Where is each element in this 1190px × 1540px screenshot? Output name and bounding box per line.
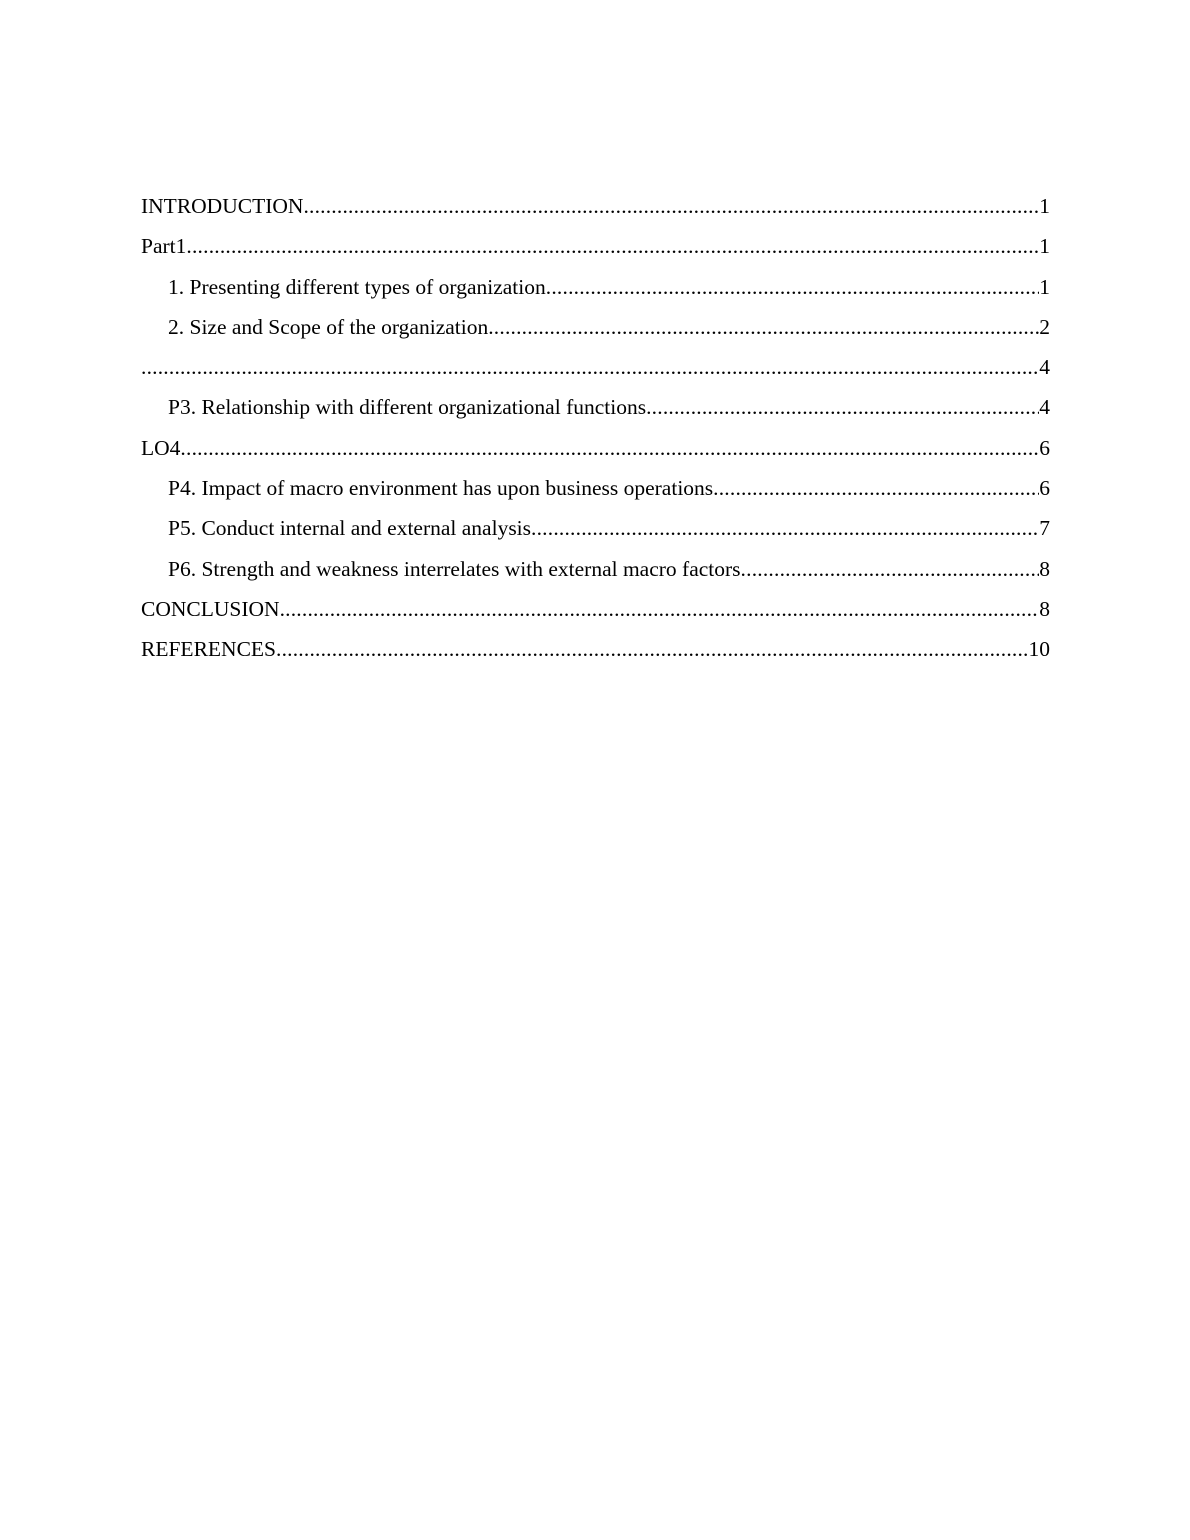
toc-dot-leader: [141, 351, 1039, 383]
toc-entry-title: 2. Size and Scope of the organization: [168, 314, 489, 339]
table-of-contents: [141, 190, 1050, 674]
toc-dot-leader: [488, 311, 1039, 343]
toc-page-number: 6: [1039, 476, 1050, 501]
toc-entry-references[interactable]: [141, 633, 1050, 673]
toc-page-number: 4: [1039, 355, 1050, 380]
toc-entry-title: P3. Relationship with different organizational functions: [168, 395, 647, 420]
toc-page-number: 4: [1039, 395, 1050, 420]
toc-page-number: 2: [1039, 314, 1050, 339]
toc-entry-title: INTRODUCTION: [141, 194, 304, 218]
toc-entry-untitled[interactable]: [141, 351, 1050, 391]
toc-page-number: 8: [1039, 596, 1050, 621]
toc-dot-leader: [713, 472, 1039, 504]
toc-entry-lo4[interactable]: [141, 432, 1050, 472]
toc-entry-types-of-organization[interactable]: [141, 271, 1050, 311]
toc-entry-p5-analysis[interactable]: [141, 512, 1050, 552]
toc-page-number: 7: [1039, 516, 1050, 541]
toc-dot-leader: [303, 190, 1039, 222]
toc-page-number: 1: [1039, 274, 1050, 299]
toc-page-number: 10: [1028, 637, 1050, 662]
toc-entry-p6-strength-weakness[interactable]: [141, 553, 1050, 593]
toc-entry-title: 1. Presenting different types of organization: [168, 274, 546, 299]
toc-dot-leader: [276, 633, 1029, 665]
toc-entry-introduction[interactable]: [141, 190, 1050, 230]
toc-entry-title: CONCLUSION: [141, 596, 280, 621]
toc-dot-leader: [180, 432, 1039, 464]
toc-entry-title: REFERENCES: [141, 637, 276, 662]
toc-entry-conclusion[interactable]: [141, 593, 1050, 633]
toc-dot-leader: [546, 271, 1039, 303]
toc-page-number: 6: [1039, 435, 1050, 460]
toc-page-number: 1: [1039, 234, 1050, 259]
toc-page-number: 1: [1039, 194, 1050, 218]
toc-page-number: 8: [1039, 556, 1050, 581]
toc-entry-title: Part1: [141, 234, 187, 259]
toc-entry-title: P5. Conduct internal and external analysis: [168, 516, 532, 541]
toc-entry-size-and-scope[interactable]: [141, 311, 1050, 351]
toc-entry-title: P4. Impact of macro environment has upon business operations: [168, 476, 714, 501]
toc-dot-leader: [646, 391, 1039, 423]
toc-entry-title: P6. Strength and weakness interrelates with external macro factors: [168, 556, 741, 581]
toc-dot-leader: [280, 593, 1040, 625]
toc-entry-p4-macro-environment[interactable]: [141, 472, 1050, 512]
toc-dot-leader: [531, 512, 1039, 544]
toc-entry-p3-relationship[interactable]: [141, 391, 1050, 431]
toc-entry-part1[interactable]: [141, 230, 1050, 270]
toc-dot-leader: [186, 230, 1039, 262]
toc-entry-title: LO4: [141, 435, 181, 460]
toc-dot-leader: [741, 553, 1040, 585]
